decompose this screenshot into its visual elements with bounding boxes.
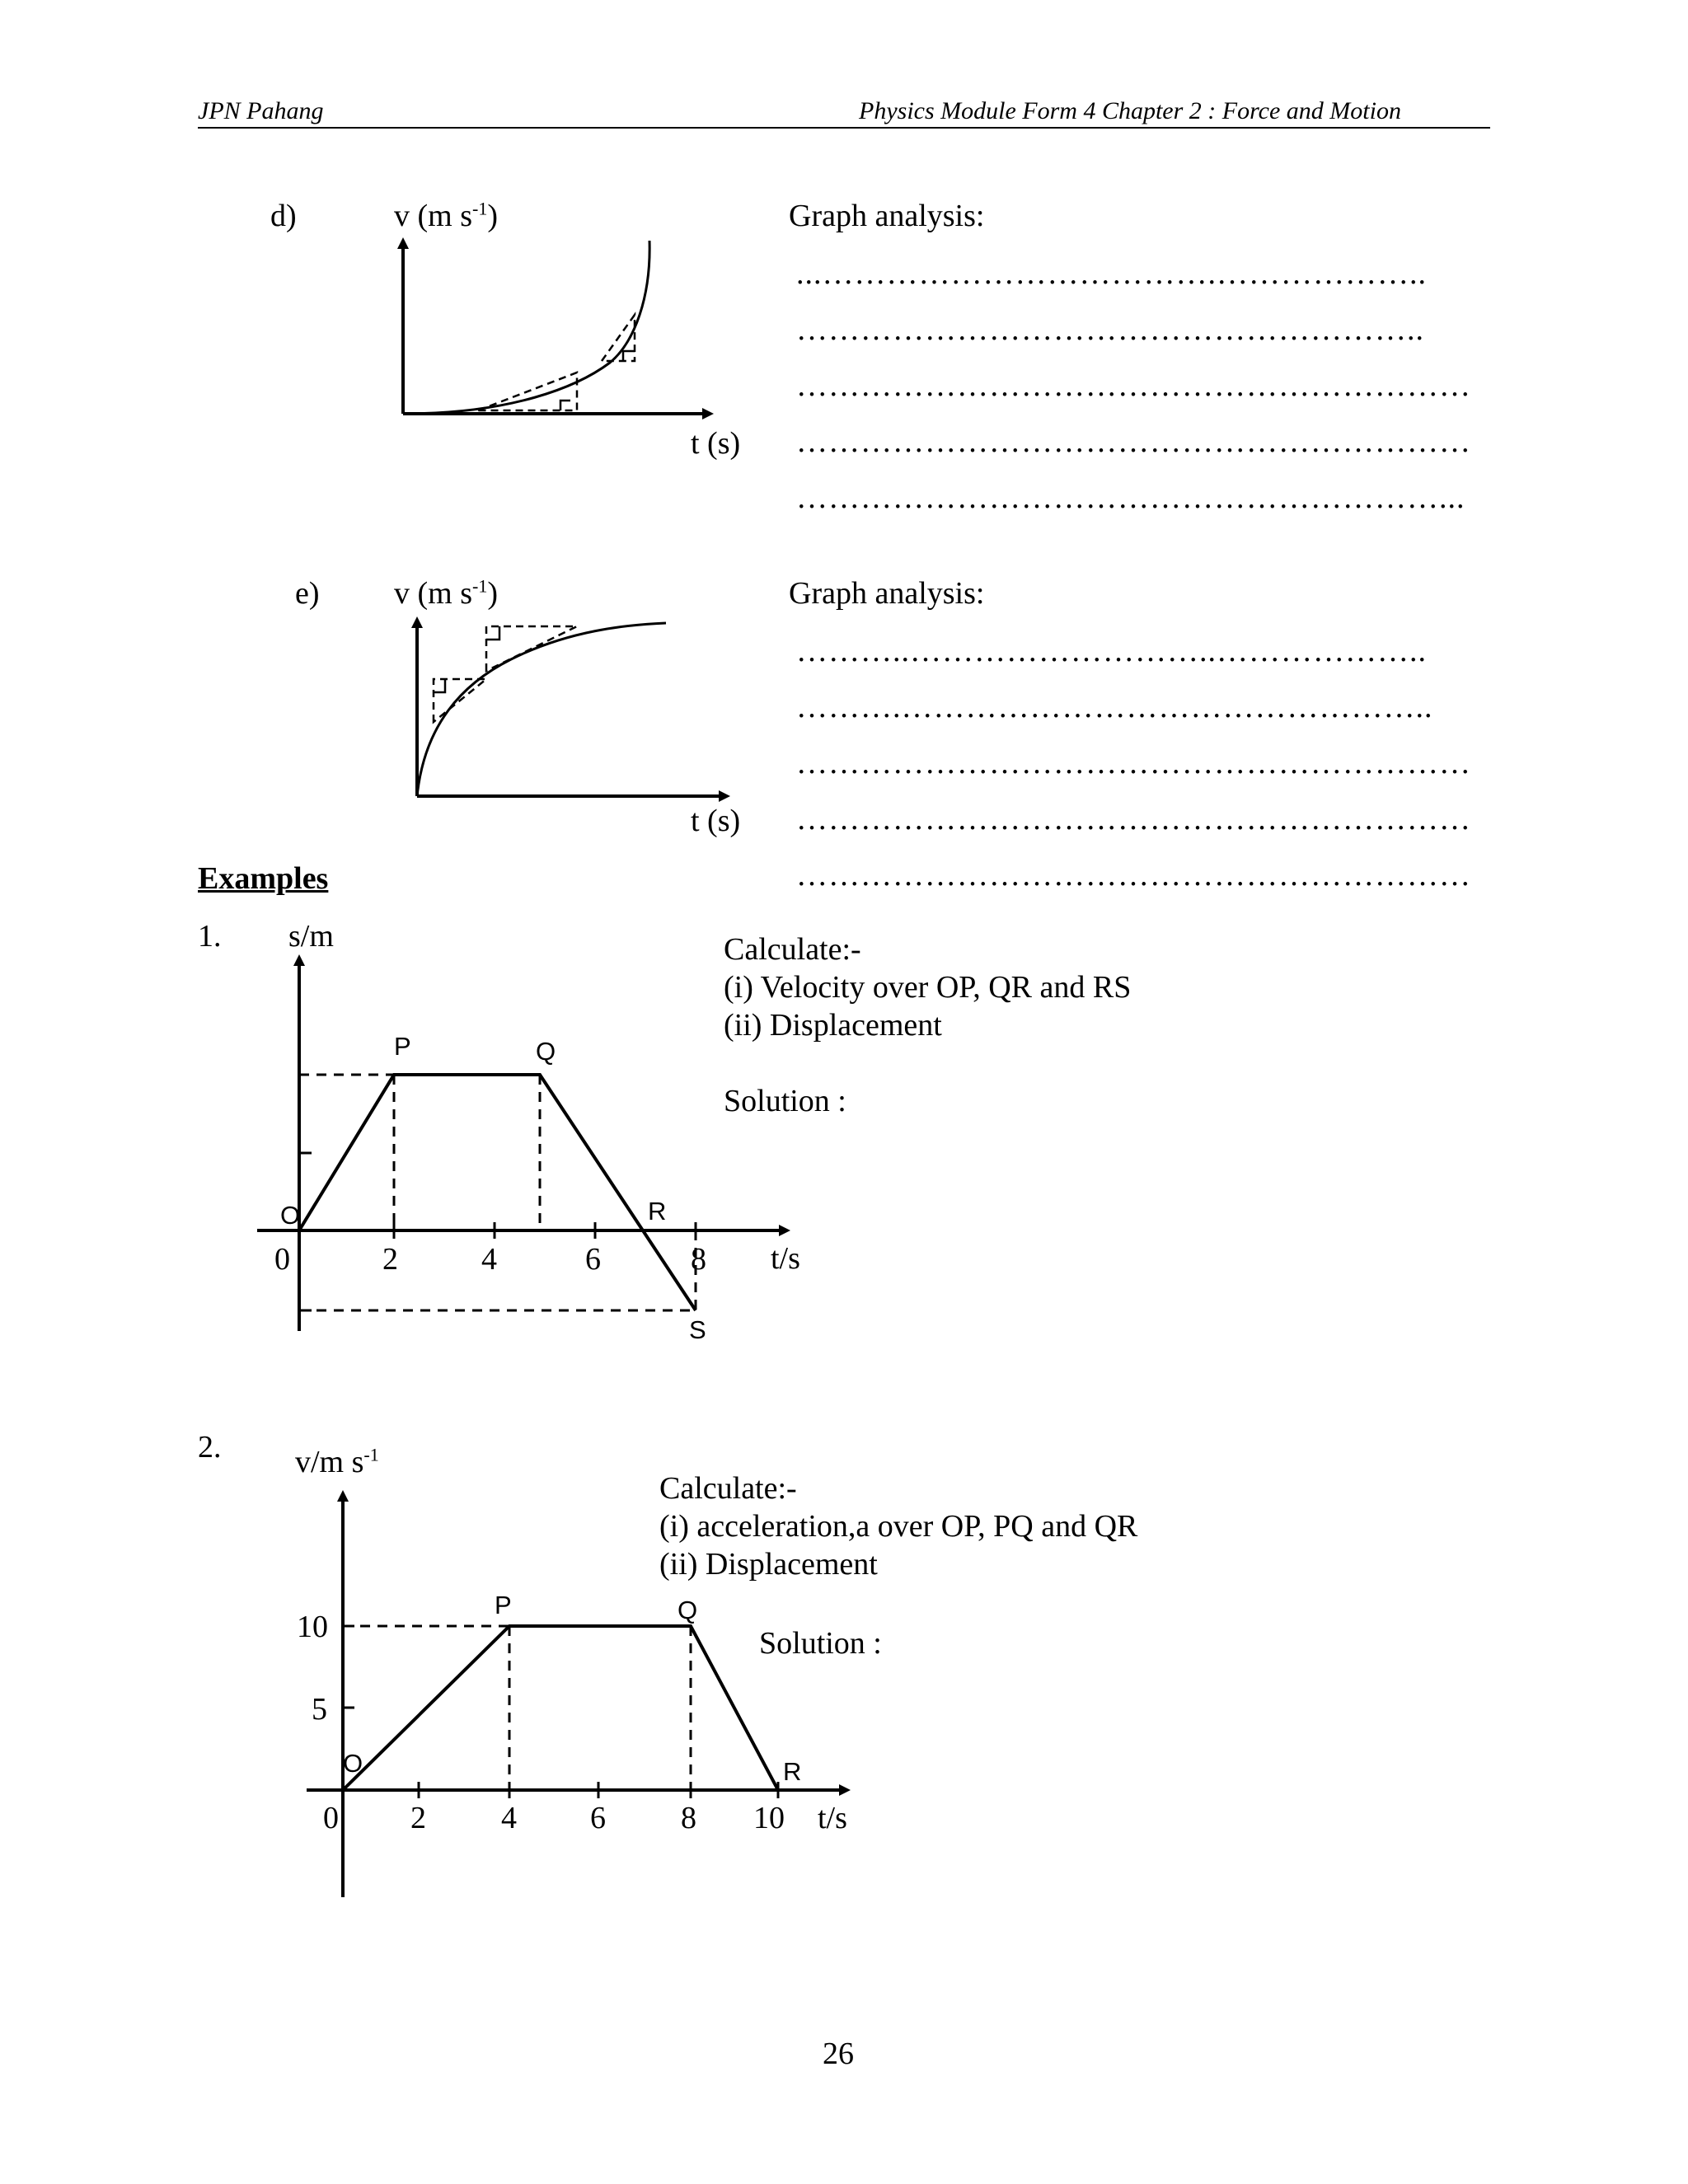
ex2-ytick-5: 5 — [312, 1692, 327, 1727]
ex1-graph — [257, 958, 787, 1344]
ex1-tick-4: 4 — [481, 1242, 497, 1277]
ex2-xtick-10: 10 — [753, 1801, 785, 1835]
graph-d-curve — [403, 241, 649, 414]
ex2-xtick-6: 6 — [590, 1801, 606, 1835]
ex2-graph-line — [343, 1626, 778, 1790]
ex2-xtick-8: 8 — [681, 1801, 696, 1835]
ex2-point-P: P — [495, 1591, 512, 1619]
ex2-ylabel: v/m $s^{-1}$ — [295, 1444, 379, 1479]
graph-e-right-angle-marks — [434, 626, 499, 692]
ex1-calc-title: Calculate:- — [724, 932, 861, 967]
ex2-point-R: R — [783, 1757, 802, 1786]
graph-d-ylabel: v (m $s^{-1}$) — [394, 198, 498, 233]
graph-e-line-4: ……………………………………………………… — [796, 802, 1471, 837]
graph-d-line-4: ……………………………………………………… — [796, 424, 1471, 459]
header-left: JPN Pahang — [198, 97, 324, 124]
graph-d-right-angle-marks — [560, 351, 635, 410]
graph-e-line-1: ………..………………………..……………….. — [796, 634, 1427, 668]
graph-e-line-3: ……………………………………………………… — [796, 746, 1471, 780]
ex2-graph — [297, 1493, 847, 1897]
graph-e-label: e) — [295, 576, 320, 611]
ex1-item-1: (i) Velocity over OP, QR and RS — [724, 970, 1132, 1005]
graph-d-line-1: ...……………………………….……………….. — [796, 256, 1427, 291]
ex2-solution: Solution : — [759, 1626, 882, 1661]
ex2-xtick-4: 4 — [501, 1801, 517, 1835]
ex1-graph-line — [299, 1075, 696, 1310]
ex1-tick-8: 8 — [691, 1242, 706, 1277]
ex2-y-ticks — [343, 1626, 354, 1708]
ex1-xlabel: t/s — [771, 1241, 800, 1276]
ex2-number: 2. — [198, 1430, 222, 1465]
ex1-tick-2: 2 — [382, 1242, 398, 1277]
graph-d-line-3: ……………………………………………………… — [796, 368, 1471, 403]
ex1-ylabel: s/m — [288, 919, 334, 954]
graph-e-line-5: ……………………………………………………… — [796, 858, 1471, 893]
ex1-dashed-guides — [299, 1075, 696, 1310]
ex2-item-2: (ii) Displacement — [659, 1547, 878, 1582]
ex2-dashed-guides — [343, 1626, 691, 1790]
ex2-point-Q: Q — [678, 1596, 698, 1624]
ex1-point-Q: Q — [536, 1037, 556, 1066]
graph-d-analysis-title: Graph analysis: — [789, 199, 985, 233]
graph-e-ylabel: v (m $s^{-1}$) — [394, 575, 498, 611]
ex1-tick-6: 6 — [585, 1242, 601, 1277]
header-right: Physics Module Form 4 Chapter 2 : Force and Motion — [859, 97, 1401, 124]
ex1-tick-0: 0 — [274, 1242, 290, 1277]
ex2-xtick-2: 2 — [410, 1801, 426, 1835]
ex1-number: 1. — [198, 919, 222, 954]
ex1-point-R: R — [648, 1197, 667, 1226]
graph-e-analysis-title: Graph analysis: — [789, 576, 985, 611]
ex2-xtick-0: 0 — [323, 1801, 339, 1835]
ex2-item-1: (i) acceleration,a over OP, PQ and QR — [659, 1509, 1138, 1544]
graph-d-xlabel: t (s) — [691, 426, 741, 461]
graph-e-xlabel: t (s) — [691, 804, 741, 838]
graph-d-line-2: ………………………………………………….. — [796, 312, 1424, 347]
examples-heading: Examples — [198, 861, 329, 896]
ex1-solution: Solution : — [724, 1084, 846, 1118]
graph-e-curve — [417, 623, 666, 796]
ex1-point-O: O — [280, 1201, 301, 1230]
graph-e-line-2: ……….………………………………………….. — [796, 690, 1433, 724]
ex2-xlabel: t/s — [818, 1801, 847, 1835]
ex1-point-S: S — [689, 1315, 706, 1344]
ex2-ytick-10: 10 — [297, 1610, 328, 1644]
ex1-item-2: (ii) Displacement — [724, 1008, 942, 1043]
graph-d-label: d) — [270, 199, 297, 233]
graph-d-line-5: ……………………………………………………... — [796, 480, 1465, 515]
page-number: 26 — [823, 2036, 854, 2071]
graph-e — [417, 620, 727, 796]
ex2-point-O: O — [343, 1749, 363, 1778]
ex1-point-P: P — [394, 1032, 411, 1061]
ex2-calc-title: Calculate:- — [659, 1471, 797, 1506]
graph-d — [403, 241, 710, 414]
